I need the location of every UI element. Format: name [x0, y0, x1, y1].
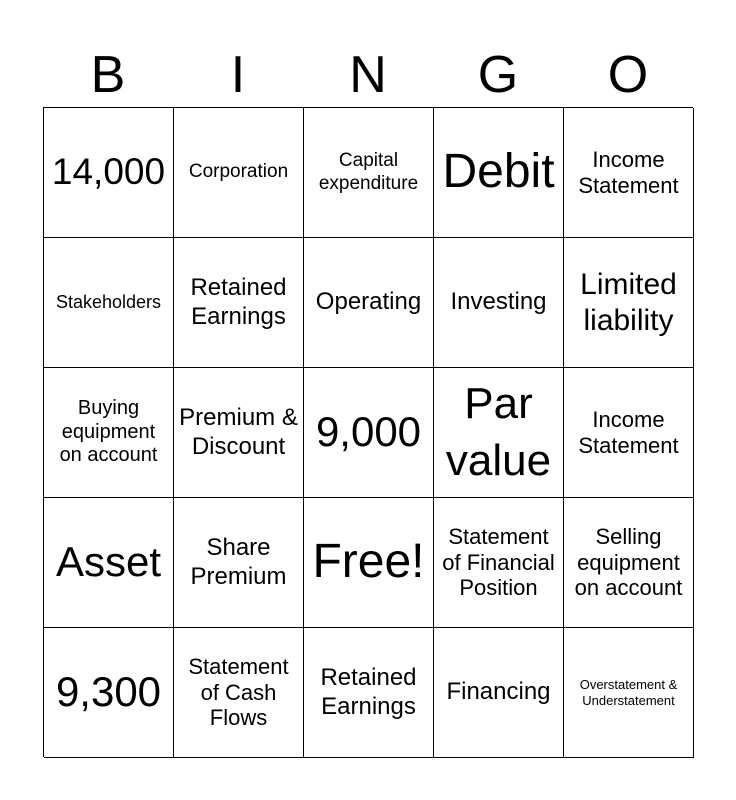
- bingo-cell[interactable]: 9,000: [304, 368, 434, 498]
- bingo-cell[interactable]: Retained Earnings: [174, 238, 304, 368]
- bingo-cell[interactable]: Capital expenditure: [304, 108, 434, 238]
- bingo-cell[interactable]: Statement of Financial Position: [434, 498, 564, 628]
- bingo-cell[interactable]: Income Statement: [564, 108, 694, 238]
- bingo-cell[interactable]: Statement of Cash Flows: [174, 628, 304, 758]
- bingo-cell[interactable]: Selling equipment on account: [564, 498, 694, 628]
- header-letter-i: I: [230, 46, 246, 104]
- bingo-cell[interactable]: Retained Earnings: [304, 628, 434, 758]
- bingo-cell[interactable]: Asset: [44, 498, 174, 628]
- bingo-cell[interactable]: Share Premium: [174, 498, 304, 628]
- bingo-cell[interactable]: Premium & Discount: [174, 368, 304, 498]
- bingo-cell[interactable]: Income Statement: [564, 368, 694, 498]
- bingo-cell[interactable]: Limited liability: [564, 238, 694, 368]
- header-letter-n: N: [349, 46, 387, 104]
- bingo-cell[interactable]: Buying equipment on account: [44, 368, 174, 498]
- bingo-cell[interactable]: Par value: [434, 368, 564, 498]
- bingo-board: [43, 107, 693, 757]
- free-space-cell[interactable]: Free!: [304, 498, 434, 628]
- bingo-cell[interactable]: Investing: [434, 238, 564, 368]
- bingo-cell[interactable]: 14,000: [44, 108, 174, 238]
- header-letter-g: G: [477, 46, 519, 104]
- bingo-cell[interactable]: Financing: [434, 628, 564, 758]
- bingo-header: [43, 44, 693, 106]
- header-letter-o: O: [607, 46, 649, 104]
- header-letter-b: B: [90, 46, 126, 104]
- bingo-cell[interactable]: Stakeholders: [44, 238, 174, 368]
- bingo-cell[interactable]: Debit: [434, 108, 564, 238]
- bingo-cell[interactable]: 9,300: [44, 628, 174, 758]
- bingo-cell[interactable]: Overstatement & Understatement: [564, 628, 694, 758]
- bingo-cell[interactable]: Corporation: [174, 108, 304, 238]
- bingo-cell[interactable]: Operating: [304, 238, 434, 368]
